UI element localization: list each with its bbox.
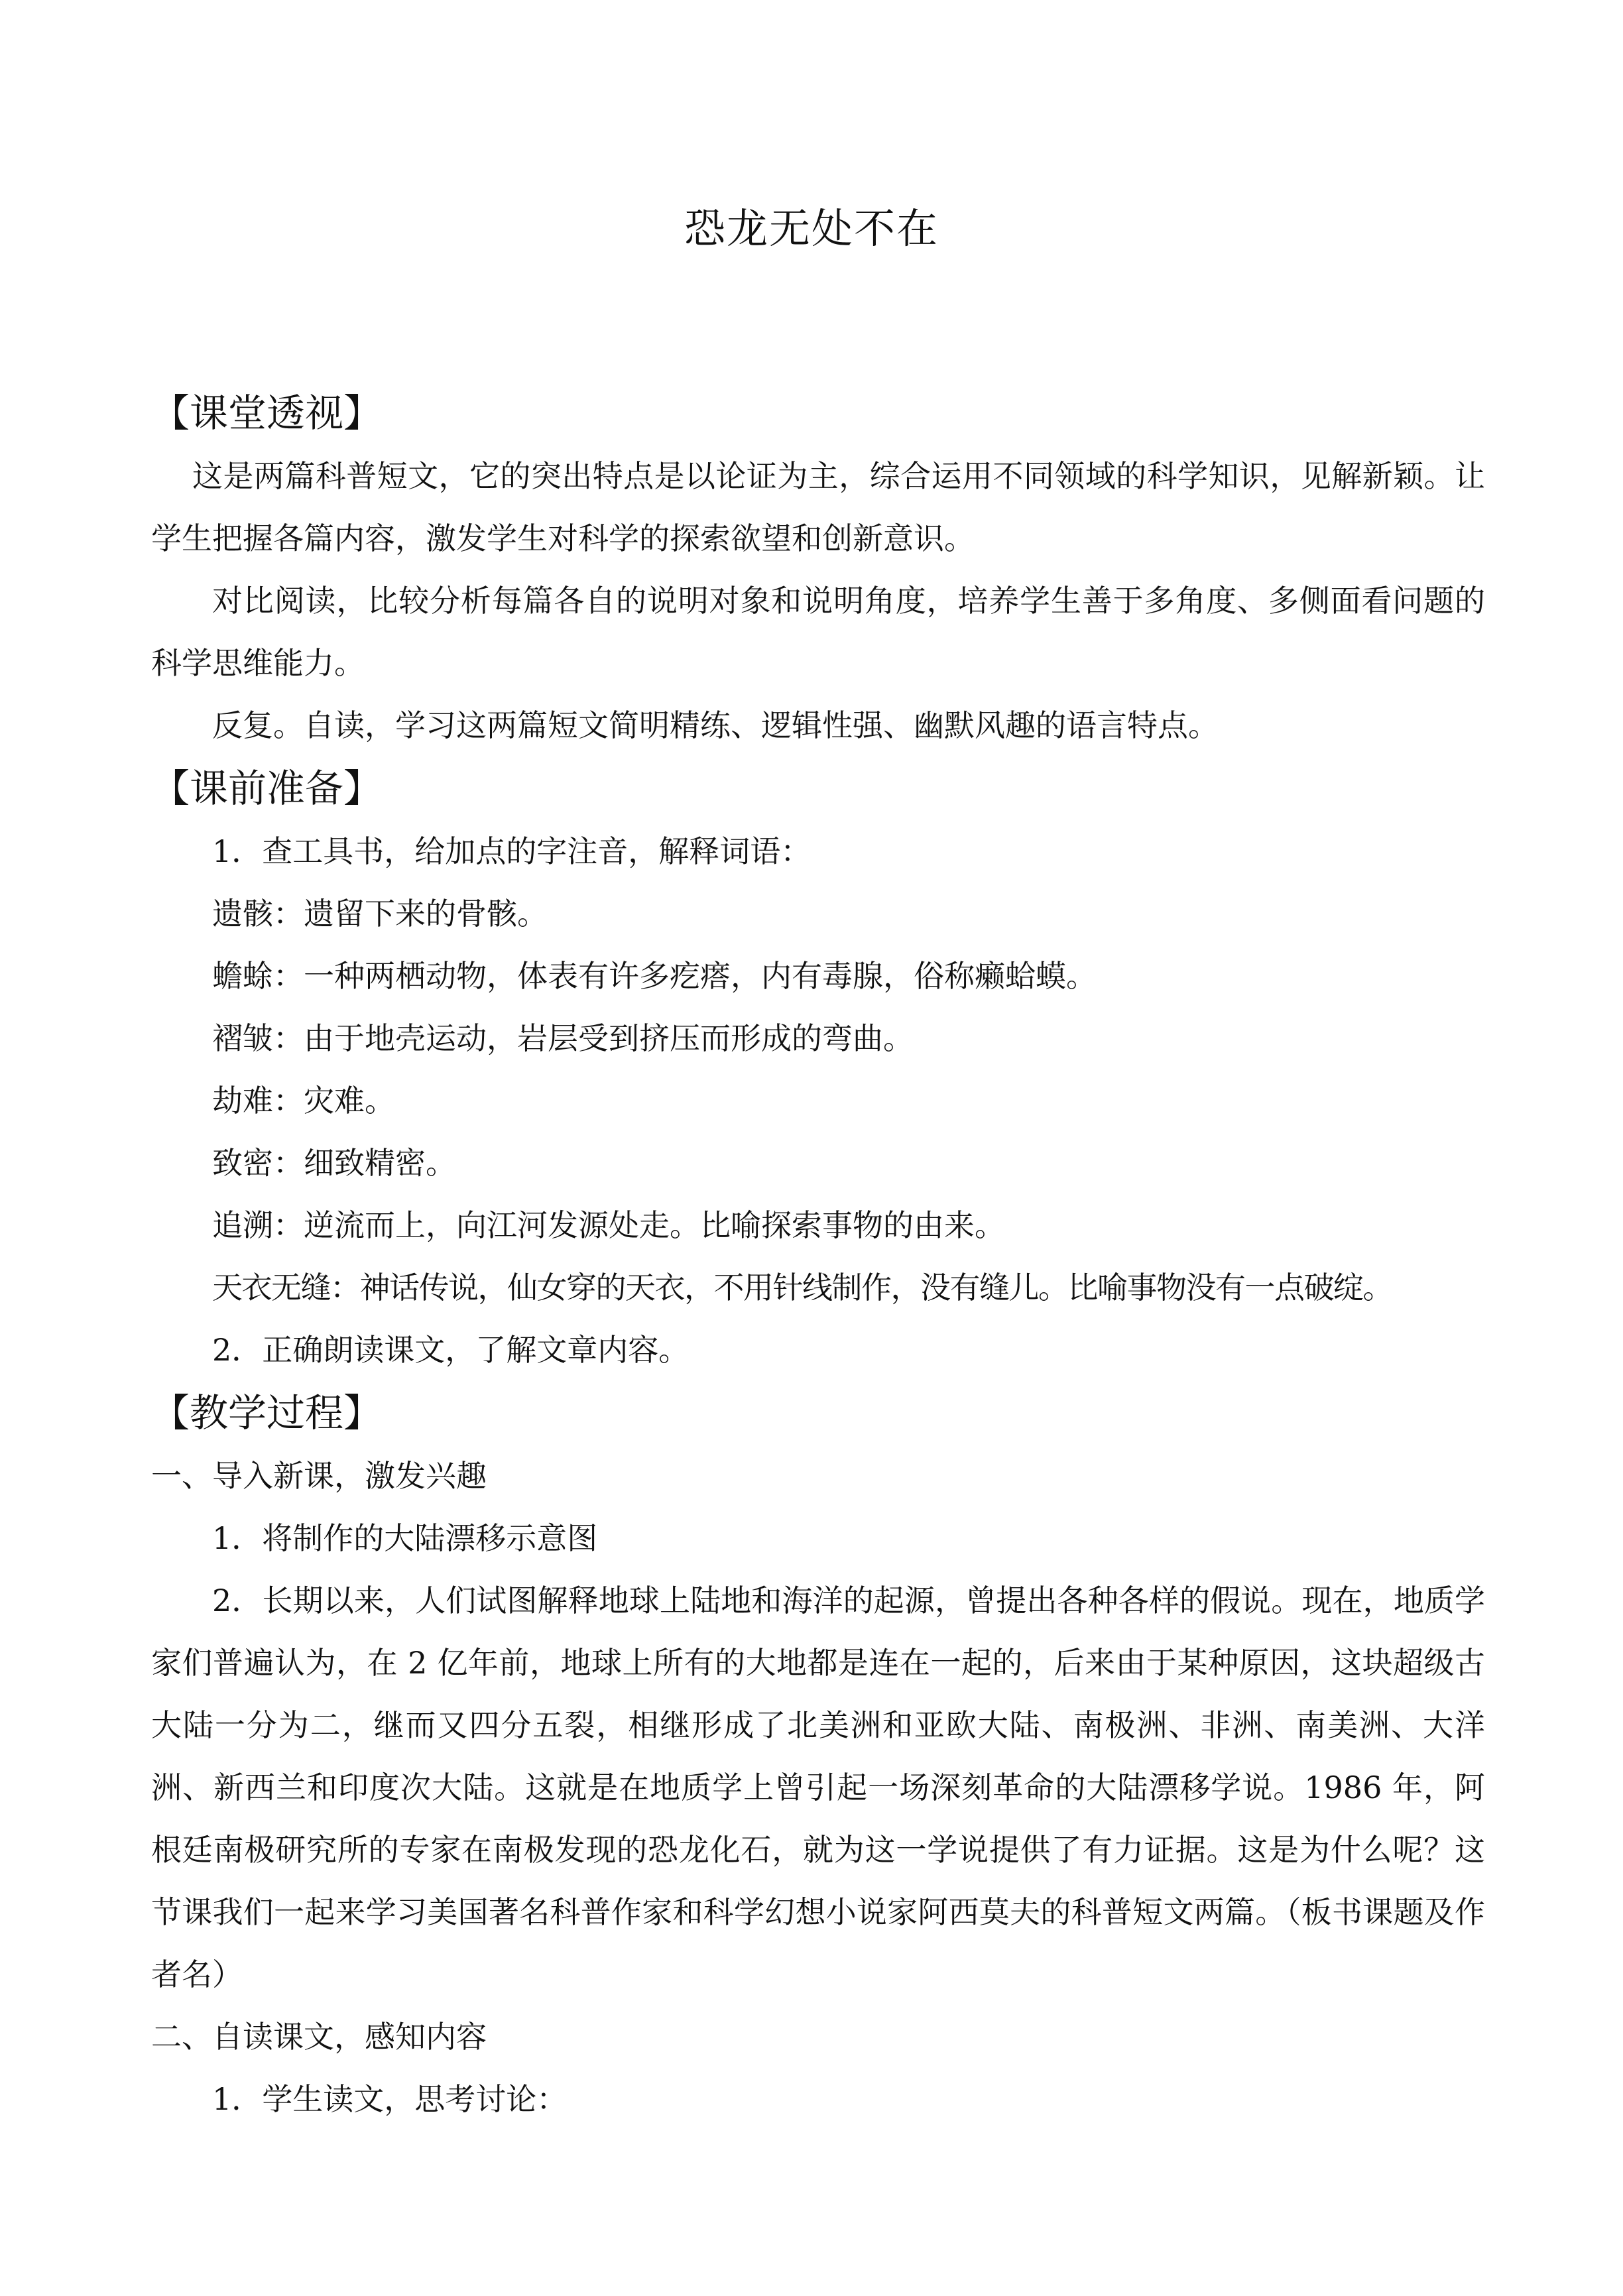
process-part2-title: 二、自读课文，感知内容 bbox=[151, 2019, 487, 2055]
preparation-line-2: 遗骸：遗留下来的骨骸。 bbox=[212, 896, 548, 932]
document-body bbox=[151, 381, 1485, 2130]
preparation-line-3: 蟾蜍：一种两栖动物，体表有许多疙瘩，内有毒腺，俗称癞蛤蟆。 bbox=[212, 958, 1097, 994]
document-title: 恐龙无处不在 bbox=[684, 204, 939, 253]
process-part1-item-1: 1．将制作的大陆漂移示意图 bbox=[212, 1520, 598, 1556]
process-part1-item-2: 2．长期以来，人们试图解释地球上陆地和海洋的起源，曾提出各种各样的假说。现在，地质学家们普遍认为，在 2 亿年前，地球上所有的大地都是连在一起的，后来由于某种原因，这块超级古大陆一分为二，继而又四分五裂，相继形成了北美洲和亚欧大陆、南极洲、非洲、南美洲、大洋洲、新西兰和印度次大陆。这就是在地质学上曾引起一场深刻革命的大陆漂移学说。1986 年，阿根廷南极研究所的专家在南极发现的恐龙化石，就为这一学说提供了有力证据。这是为什么呢？这节课我们一起来学习美国著名科普作家和科学幻想小说家阿西莫夫的科普短文两篇。（板书课题及作者名） bbox=[151, 1583, 1485, 1992]
preparation-line-7: 追溯：逆流而上，向江河发源处走。比喻探索事物的由来。 bbox=[212, 1207, 1005, 1243]
section-heading-process: 【教学过程】 bbox=[151, 1390, 383, 1435]
process-part2-item-1: 1．学生读文，思考讨论： bbox=[212, 2081, 568, 2117]
section-heading-overview: 【课堂透视】 bbox=[151, 391, 383, 436]
overview-paragraph-3: 反复。自读，学习这两篇短文简明精练、逻辑性强、幽默风趣的语言特点。 bbox=[212, 707, 1219, 743]
process-part1-title: 一、导入新课，激发兴趣 bbox=[151, 1458, 487, 1494]
overview-paragraph-1: 这是两篇科普短文，它的突出特点是以论证为主，综合运用不同领域的科学知识，见解新颖。让学生把握各篇内容，激发学生对科学的探索欲望和创新意识。 bbox=[151, 458, 1485, 556]
preparation-line-4: 褶皱：由于地壳运动，岩层受到挤压而形成的弯曲。 bbox=[212, 1020, 914, 1056]
preparation-line-9: 2．正确朗读课文，了解文章内容。 bbox=[212, 1332, 690, 1368]
preparation-line-5: 劫难：灾难。 bbox=[212, 1083, 395, 1118]
preparation-line-1: 1．查工具书，给加点的字注音，解释词语： bbox=[212, 833, 812, 869]
preparation-line-8: 天衣无缝：神话传说，仙女穿的天衣，不用针线制作，没有缝儿。比喻事物没有一点破绽。 bbox=[212, 1270, 1392, 1305]
overview-paragraph-2: 对比阅读，比较分析每篇各自的说明对象和说明角度，培养学生善于多角度、多侧面看问题的科学思维能力。 bbox=[151, 583, 1485, 681]
section-heading-preparation: 【课前准备】 bbox=[151, 766, 383, 811]
preparation-line-6: 致密：细致精密。 bbox=[212, 1145, 456, 1181]
